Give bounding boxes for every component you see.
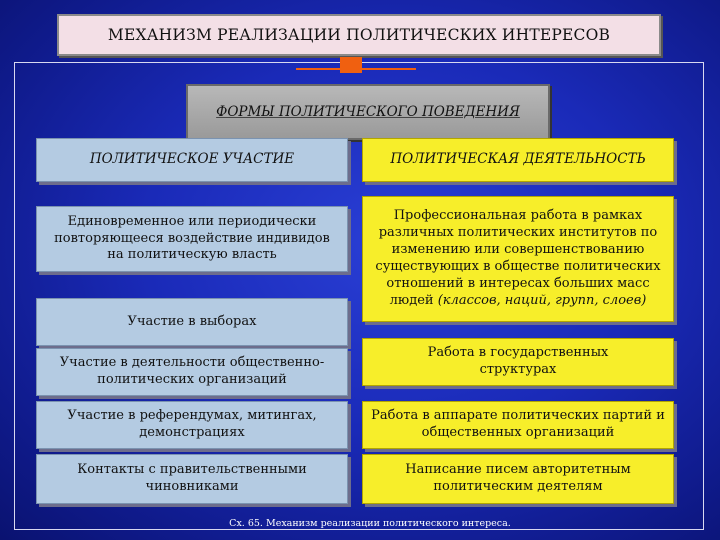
left-item-referendums: Участие в референдумах, митингах, демонстрациях	[36, 401, 348, 449]
right-header-political-activity: ПОЛИТИЧЕСКАЯ ДЕЯТЕЛЬНОСТЬ	[362, 138, 674, 182]
forms-of-behavior-box: ФОРМЫ ПОЛИТИЧЕСКОГО ПОВЕДЕНИЯ	[186, 84, 550, 140]
left-item-elections: Участие в выборах	[36, 298, 348, 346]
left-item-contacts: Контакты с правительственными чиновниками	[36, 454, 348, 504]
diagram-title: МЕХАНИЗМ РЕАЛИЗАЦИИ ПОЛИТИЧЕСКИХ ИНТЕРЕСОВ	[57, 14, 661, 56]
title-connector-line	[296, 68, 416, 70]
left-header-political-participation: ПОЛИТИЧЕСКОЕ УЧАСТИЕ	[36, 138, 348, 182]
figure-caption: Сх. 65. Механизм реализации политического интереса.	[229, 518, 511, 529]
right-item-professional-work-text: Профессиональная работа в рамках различных политических институтов по изменению или совершенствованию существующих в обществе политических отношений в интересах больших масс людей	[375, 208, 661, 308]
left-item-organizations: Участие в деятельности общественно-политических организаций	[36, 348, 348, 396]
right-item-letters: Написание писем авторитетным политическим деятелям	[362, 454, 674, 504]
right-item-professional-work	[362, 196, 674, 322]
title-connector-block	[340, 57, 362, 73]
left-item-influence: Единовременное или периодически повторяющееся воздействие индивидов на политическую власть	[36, 206, 348, 272]
right-item-professional-work-italic: (классов, наций, групп, слоев)	[437, 292, 647, 308]
right-item-party-apparatus: Работа в аппарате политических партий и общественных организаций	[362, 401, 674, 449]
right-item-state-structures: Работа в государственных структурах	[362, 338, 674, 386]
